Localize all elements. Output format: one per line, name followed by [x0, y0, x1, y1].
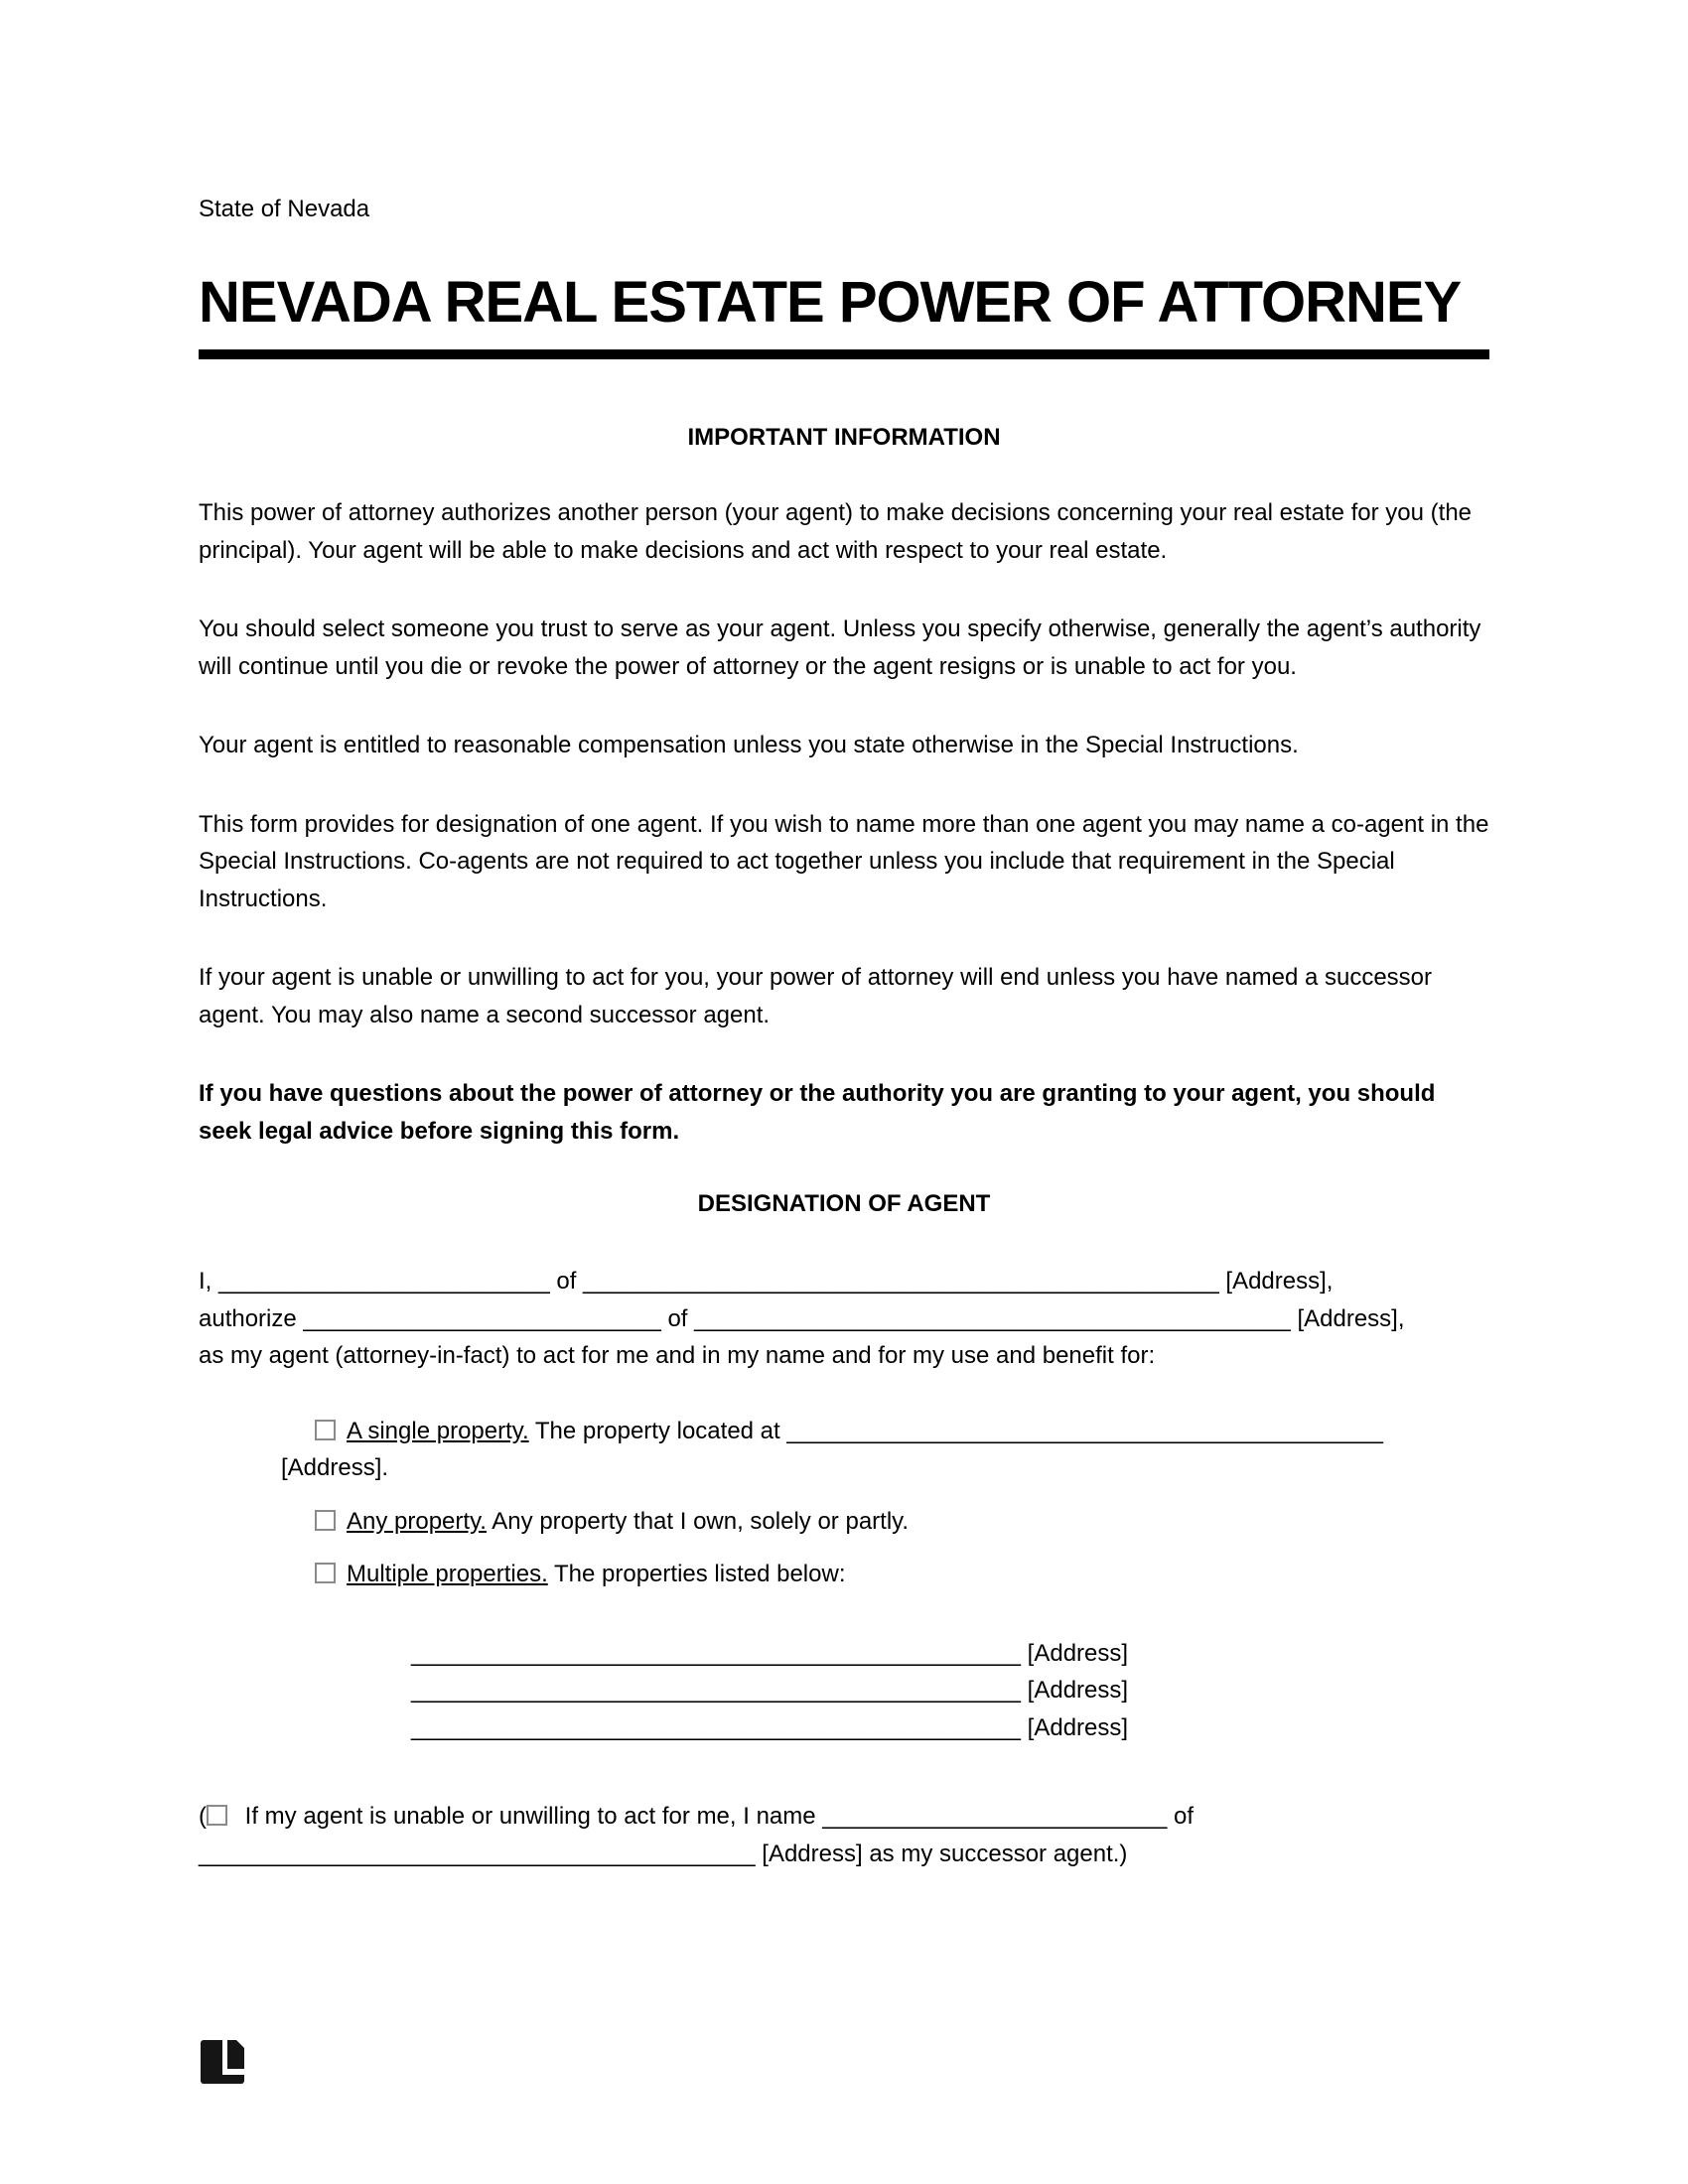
checkbox-multiple-properties[interactable] [315, 1563, 336, 1583]
info-paragraph: This power of attorney authorizes another person (your agent) to make decisions concerning your real estate for you (the principal). Your agent will be able to make decisions and act with respect to your real estate. [199, 499, 1473, 564]
designation-of-agent-heading: DESIGNATION OF AGENT [697, 1190, 991, 1217]
option-multiple-properties-text: The properties listed below: [547, 1561, 846, 1587]
address-placeholder: [Address] [1021, 1639, 1129, 1667]
checkbox-successor-agent[interactable] [207, 1805, 227, 1826]
single-property-address-placeholder: [Address]. [281, 1454, 389, 1481]
state-label: State of Nevada [199, 196, 370, 222]
successor-open-paren: ( [199, 1803, 207, 1830]
page-content [199, 0, 1489, 1873]
property-address-blank: ______________________________________________ [411, 1713, 1021, 1741]
successor-agent-clause [199, 1798, 1489, 1873]
address-placeholder: [Address] [1021, 1677, 1129, 1704]
address-placeholder: [Address] [1021, 1713, 1129, 1741]
successor-address-blank: __________________________________________ [199, 1841, 756, 1867]
single-property-address-blank: _____________________________________________ [786, 1417, 1384, 1444]
agent-authority-line: as my agent (attorney-in-fact) to act for me and in my name and for my use and benefit for: [199, 1342, 1156, 1369]
successor-text: If my agent is unable or unwilling to act for me, I name [238, 1803, 823, 1830]
important-information-heading: IMPORTANT INFORMATION [687, 424, 1001, 451]
checkbox-single-property[interactable] [315, 1420, 336, 1440]
option-single-property [281, 1413, 1489, 1487]
principal-name-line: I, _________________________ of ________________________________________________ [Address], [199, 1268, 1334, 1295]
successor-name-blank: __________________________ [822, 1803, 1168, 1830]
document-title: NEVADA REAL ESTATE POWER OF ATTORNEY [199, 270, 1462, 335]
property-address-line [411, 1709, 1489, 1747]
agent-name-line: authorize ___________________________ of _____________________________________________ [Address], [199, 1304, 1405, 1332]
option-any-property-text: Any property that I own, solely or partly. [486, 1507, 910, 1535]
title-divider [199, 349, 1489, 359]
option-multiple-properties [281, 1556, 1489, 1593]
info-paragraph: If your agent is unable or unwilling to act for you, your power of attorney will end unless you have named a successor agent. You may also name a second successor agent. [199, 964, 1433, 1028]
successor-text-after: [Address] as my successor agent.) [755, 1841, 1128, 1867]
successor-text-of: of [1167, 1803, 1195, 1830]
option-single-property-label: A single property. [347, 1417, 529, 1444]
property-address-line [411, 1635, 1489, 1673]
property-options-list [199, 1413, 1489, 1593]
option-multiple-properties-label: Multiple properties. [347, 1561, 548, 1587]
legal-templates-logo [201, 2040, 244, 2084]
agent-designation-block [199, 1263, 1489, 1375]
option-single-property-text: The property located at [528, 1417, 787, 1444]
checkbox-any-property[interactable] [315, 1510, 336, 1531]
info-paragraph: You should select someone you trust to serve as your agent. Unless you specify otherwise, generally the agent’s authority will continue until you die or revoke the power of attorney or the agent resigns or is unable to act for you. [199, 615, 1481, 680]
property-address-line [411, 1672, 1489, 1709]
option-any-property-label: Any property. [347, 1507, 487, 1535]
legal-advice-notice: If you have questions about the power of attorney or the authority you are granting to your agent, you should seek legal advice before signing this form. [199, 1080, 1436, 1145]
info-paragraph: Your agent is entitled to reasonable compensation unless you state otherwise in the Special Instructions. [199, 732, 1299, 758]
property-address-blank: ______________________________________________ [411, 1639, 1021, 1667]
option-any-property [281, 1503, 1489, 1541]
info-paragraph: This form provides for designation of one agent. If you wish to name more than one agent you may name a co-agent in the Special Instructions. Co-agents are not required to act together unless you include that requirement in the Special Instructions. [199, 810, 1489, 912]
property-address-blank: ______________________________________________ [411, 1677, 1021, 1704]
multiple-properties-address-list [199, 1635, 1489, 1747]
